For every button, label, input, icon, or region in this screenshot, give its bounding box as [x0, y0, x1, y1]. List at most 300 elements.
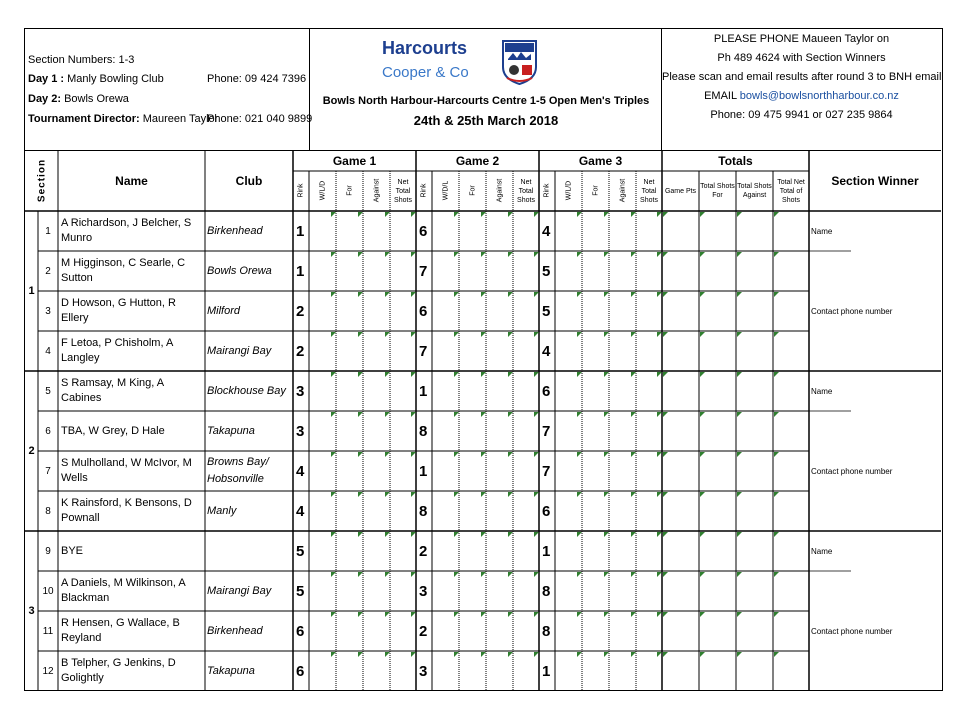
cell-marker-icon [663, 212, 668, 217]
game3-entry-cell[interactable] [555, 291, 582, 331]
totals-entry-cell[interactable] [699, 331, 736, 371]
cell-marker-icon [774, 492, 779, 497]
day2-line [28, 93, 129, 105]
totals-entry-cell[interactable] [736, 411, 773, 451]
game1-entry-cell[interactable] [336, 491, 363, 531]
game2-entry-cell[interactable] [513, 531, 539, 571]
game3-entry-cell[interactable] [555, 651, 582, 691]
game1-entry-cell[interactable] [309, 371, 336, 411]
game2-entry-cell[interactable] [459, 291, 486, 331]
game1-entry-cell[interactable] [390, 571, 416, 611]
game1-entry-cell[interactable] [390, 651, 416, 691]
cell-marker-icon [737, 292, 742, 297]
totals-entry-cell[interactable] [662, 331, 699, 371]
totals-entry-cell[interactable] [699, 451, 736, 491]
totals-entry-cell[interactable] [699, 611, 736, 651]
game1-entry-cell[interactable] [363, 451, 390, 491]
game1-entry-cell[interactable] [309, 651, 336, 691]
game2-entry-cell[interactable] [459, 331, 486, 371]
game2-entry-cell[interactable] [513, 491, 539, 531]
game1-entry-cell[interactable] [336, 371, 363, 411]
game1-entry-cell[interactable] [363, 611, 390, 651]
game3-entry-cell[interactable] [609, 491, 636, 531]
draw-sheet [24, 28, 943, 691]
team-name: B Telpher, G Jenkins, D Golightly [61, 657, 176, 684]
game1-entry-cell[interactable] [336, 451, 363, 491]
totals-entry-cell[interactable] [662, 371, 699, 411]
game3-entry-cell[interactable] [555, 371, 582, 411]
game2-rink: 2 [419, 542, 428, 560]
totals-entry-cell[interactable] [699, 571, 736, 611]
totals-entry-cell[interactable] [736, 571, 773, 611]
team-index: 7 [45, 465, 51, 477]
game1-rink: 5 [296, 542, 305, 560]
tournament-info [25, 29, 313, 151]
totals-entry-cell[interactable] [662, 491, 699, 531]
game2-entry-cell[interactable] [513, 211, 539, 251]
totals-entry-cell[interactable] [773, 291, 809, 331]
totals-entry-cell[interactable] [773, 331, 809, 371]
game3-entry-cell[interactable] [582, 211, 609, 251]
game2-entry-cell[interactable] [486, 291, 513, 331]
harcourts-logo: Harcourts [382, 38, 468, 58]
team-name: F Letoa, P Chisholm, A Langley [61, 337, 173, 364]
game2-entry-cell[interactable] [486, 371, 513, 411]
totals-entry-cell[interactable] [736, 211, 773, 251]
cell-marker-icon [737, 252, 742, 257]
team-index: 3 [45, 305, 51, 317]
game1-entry-cell[interactable] [363, 571, 390, 611]
game2-entry-cell[interactable] [432, 331, 459, 371]
game3-subheader-2 [582, 171, 609, 211]
game1-entry-cell[interactable] [309, 211, 336, 251]
game2-entry-cell[interactable] [459, 451, 486, 491]
game1-rink: 4 [296, 462, 305, 480]
totals-entry-cell[interactable] [773, 211, 809, 251]
cell-marker-icon [663, 572, 668, 577]
game2-rink: 8 [419, 422, 428, 440]
totals-entry-cell[interactable] [773, 611, 809, 651]
game1-entry-cell[interactable] [390, 291, 416, 331]
game3-entry-cell[interactable] [582, 371, 609, 411]
team-club: Mairangi Bay [207, 344, 272, 357]
game2-entry-cell[interactable] [432, 211, 459, 251]
game3-rink: 6 [542, 502, 551, 520]
game2-rink: 7 [419, 342, 428, 360]
cell-marker-icon [774, 572, 779, 577]
cell-marker-icon [774, 292, 779, 297]
event-banner [310, 29, 662, 151]
game2-entry-cell[interactable] [513, 571, 539, 611]
totals-entry-cell[interactable] [773, 451, 809, 491]
section-winner-phone[interactable]: Contact phone number [811, 466, 893, 476]
game2-entry-cell[interactable] [459, 491, 486, 531]
team-name: M Higginson, C Searle, C Sutton [61, 257, 186, 284]
cell-marker-icon [737, 612, 742, 617]
cell-marker-icon [663, 492, 668, 497]
game1-entry-cell[interactable] [336, 411, 363, 451]
team-index: 6 [45, 425, 51, 437]
game3-entry-cell[interactable] [609, 611, 636, 651]
section-number: 1 [28, 285, 35, 297]
harcourts-logo-sub: Cooper & Co [382, 64, 469, 81]
game1-entry-cell[interactable] [363, 211, 390, 251]
game2-entry-cell[interactable] [432, 291, 459, 331]
game3-rink: 4 [542, 342, 551, 360]
game1-entry-cell[interactable] [336, 251, 363, 291]
game3-entry-cell[interactable] [555, 331, 582, 371]
game3-entry-cell[interactable] [636, 651, 662, 691]
section-numbers: Section Numbers: 1-3 [28, 54, 135, 66]
game2-subheader-1 [432, 171, 459, 211]
game1-entry-cell[interactable] [363, 411, 390, 451]
game1-rink: 6 [296, 662, 305, 680]
game1-entry-cell[interactable] [336, 211, 363, 251]
game2-entry-cell[interactable] [513, 611, 539, 651]
totals-entry-cell[interactable] [773, 251, 809, 291]
game2-entry-cell[interactable] [486, 331, 513, 371]
totals-entry-cell[interactable] [699, 411, 736, 451]
game3-rink: 6 [542, 382, 551, 400]
totals-entry-cell[interactable] [773, 491, 809, 531]
game3-rink: 8 [542, 582, 551, 600]
team-index: 2 [45, 265, 51, 277]
cell-marker-icon [774, 372, 779, 377]
totals-entry-cell[interactable] [662, 451, 699, 491]
totals-subheader-2: Total Shots Against [737, 183, 772, 199]
game1-rink: 3 [296, 382, 305, 400]
game1-entry-cell[interactable] [363, 371, 390, 411]
game1-entry-cell[interactable] [363, 291, 390, 331]
cell-marker-icon [700, 532, 705, 537]
totals-entry-cell[interactable] [699, 371, 736, 411]
cell-marker-icon [663, 332, 668, 337]
game2-subheader-label: Rink [420, 183, 428, 198]
cell-marker-icon [737, 212, 742, 217]
game3-entry-cell[interactable] [582, 571, 609, 611]
team-index: 8 [45, 505, 51, 517]
cell-marker-icon [774, 652, 779, 657]
team-index: 9 [45, 545, 51, 557]
game1-subheader-label: Rink [297, 183, 305, 198]
team-name: S Ramsay, M King, A Cabines [61, 377, 164, 404]
totals-entry-cell[interactable] [699, 531, 736, 571]
totals-entry-cell[interactable] [699, 651, 736, 691]
game2-entry-cell[interactable] [432, 611, 459, 651]
totals-subheader-3: Total Net Total of Shots [777, 178, 805, 204]
team-club: Birkenhead [207, 224, 263, 237]
game1-rink: 3 [296, 422, 305, 440]
game2-entry-cell[interactable] [459, 531, 486, 571]
section-winner-phone[interactable]: Contact phone number [811, 306, 893, 316]
game1-entry-cell[interactable] [309, 451, 336, 491]
game1-rink: 5 [296, 582, 305, 600]
cell-marker-icon [700, 612, 705, 617]
totals-entry-cell[interactable] [699, 491, 736, 531]
game3-entry-cell[interactable] [636, 491, 662, 531]
game2-entry-cell[interactable] [513, 411, 539, 451]
game2-entry-cell[interactable] [486, 211, 513, 251]
game1-entry-cell[interactable] [390, 491, 416, 531]
game1-subheader-label: For [346, 185, 353, 196]
team-club: Browns Bay/ Hobsonville [207, 456, 269, 485]
totals-entry-cell[interactable] [736, 251, 773, 291]
game3-entry-cell[interactable] [609, 331, 636, 371]
game3-entry-cell[interactable] [609, 411, 636, 451]
game3-entry-cell[interactable] [582, 291, 609, 331]
game3-entry-cell[interactable] [636, 411, 662, 451]
game3-entry-cell[interactable] [555, 611, 582, 651]
totals-entry-cell[interactable] [736, 371, 773, 411]
game3-entry-cell[interactable] [582, 611, 609, 651]
game3-entry-cell[interactable] [555, 571, 582, 611]
game1-entry-cell[interactable] [309, 531, 336, 571]
cell-marker-icon [737, 372, 742, 377]
game3-entry-cell[interactable] [582, 451, 609, 491]
game3-subheader-0 [539, 171, 555, 211]
cell-marker-icon [700, 332, 705, 337]
section-number: 3 [28, 605, 35, 617]
cell-marker-icon [737, 652, 742, 657]
game1-entry-cell[interactable] [309, 491, 336, 531]
game1-entry-cell[interactable] [390, 211, 416, 251]
game2-header: Game 2 [455, 154, 500, 168]
team-club [205, 531, 293, 571]
game2-entry-cell[interactable] [432, 491, 459, 531]
game1-entry-cell[interactable] [390, 371, 416, 411]
game3-entry-cell[interactable] [582, 331, 609, 371]
totals-entry-cell[interactable] [736, 491, 773, 531]
game2-rink: 7 [419, 262, 428, 280]
game2-entry-cell[interactable] [486, 411, 513, 451]
totals-entry-cell[interactable] [662, 611, 699, 651]
game2-entry-cell[interactable] [459, 571, 486, 611]
game2-entry-cell[interactable] [432, 531, 459, 571]
game3-entry-cell[interactable] [609, 251, 636, 291]
cell-marker-icon [737, 532, 742, 537]
totals-entry-cell[interactable] [662, 211, 699, 251]
game1-rink: 1 [296, 222, 305, 240]
game1-subheader-0 [293, 171, 309, 211]
game2-entry-cell[interactable] [432, 571, 459, 611]
game3-entry-cell[interactable] [609, 211, 636, 251]
game1-header: Game 1 [332, 154, 377, 168]
game2-entry-cell[interactable] [432, 371, 459, 411]
game3-entry-cell[interactable] [582, 531, 609, 571]
cell-marker-icon [774, 532, 779, 537]
game1-entry-cell[interactable] [336, 291, 363, 331]
game1-subheader-label: Against [373, 178, 380, 203]
game2-entry-cell[interactable] [459, 211, 486, 251]
game2-entry-cell[interactable] [513, 451, 539, 491]
totals-entry-cell[interactable] [736, 651, 773, 691]
game2-entry-cell[interactable] [513, 371, 539, 411]
results-table [25, 151, 941, 690]
game3-entry-cell[interactable] [582, 491, 609, 531]
team-index: 1 [45, 225, 51, 237]
cell-marker-icon [700, 292, 705, 297]
game1-entry-cell[interactable] [363, 531, 390, 571]
game1-entry-cell[interactable] [390, 451, 416, 491]
game1-entry-cell[interactable] [363, 651, 390, 691]
totals-entry-cell[interactable] [662, 251, 699, 291]
game2-entry-cell[interactable] [459, 371, 486, 411]
game3-rink: 1 [542, 662, 551, 680]
game2-entry-cell[interactable] [486, 651, 513, 691]
totals-entry-cell[interactable] [773, 411, 809, 451]
game2-entry-cell[interactable] [432, 651, 459, 691]
game2-entry-cell[interactable] [486, 531, 513, 571]
game3-entry-cell[interactable] [609, 451, 636, 491]
game1-entry-cell[interactable] [309, 251, 336, 291]
team-club: Mairangi Bay [207, 584, 272, 597]
game2-entry-cell[interactable] [513, 651, 539, 691]
game3-entry-cell[interactable] [609, 571, 636, 611]
game3-entry-cell[interactable] [582, 411, 609, 451]
game2-entry-cell[interactable] [513, 291, 539, 331]
team-club: Milford [207, 304, 241, 317]
cell-marker-icon [663, 372, 668, 377]
cell-marker-icon [737, 412, 742, 417]
totals-entry-cell[interactable] [699, 211, 736, 251]
totals-entry-cell[interactable] [662, 291, 699, 331]
game3-entry-cell[interactable] [636, 571, 662, 611]
game3-subheader-label: W/L/D [565, 180, 572, 201]
game1-entry-cell[interactable] [363, 491, 390, 531]
totals-entry-cell[interactable] [736, 611, 773, 651]
game3-entry-cell[interactable] [555, 251, 582, 291]
totals-entry-cell[interactable] [773, 651, 809, 691]
game2-entry-cell[interactable] [486, 251, 513, 291]
team-name: S Mulholland, W McIvor, M Wells [61, 457, 192, 484]
game3-rink: 7 [542, 462, 551, 480]
game3-entry-cell[interactable] [636, 531, 662, 571]
game2-entry-cell[interactable] [486, 611, 513, 651]
col-name-header: Name [115, 174, 148, 188]
totals-entry-cell[interactable] [736, 451, 773, 491]
game3-entry-cell[interactable] [636, 291, 662, 331]
game3-entry-cell[interactable] [636, 251, 662, 291]
totals-entry-cell[interactable] [662, 411, 699, 451]
section-winner-name[interactable]: Name [811, 546, 833, 556]
game1-entry-cell[interactable] [390, 531, 416, 571]
director-line [28, 113, 218, 125]
game3-entry-cell[interactable] [636, 611, 662, 651]
game2-rink: 1 [419, 462, 428, 480]
game1-entry-cell[interactable] [309, 331, 336, 371]
team-name: R Hensen, G Wallace, B Reyland [61, 617, 180, 644]
game1-entry-cell[interactable] [309, 411, 336, 451]
totals-entry-cell[interactable] [699, 251, 736, 291]
game2-entry-cell[interactable] [459, 611, 486, 651]
director-label: Tournament Director: [28, 113, 140, 125]
game3-entry-cell[interactable] [555, 491, 582, 531]
game1-entry-cell[interactable] [309, 291, 336, 331]
game3-entry-cell[interactable] [609, 651, 636, 691]
totals-entry-cell[interactable] [773, 571, 809, 611]
email-label: EMAIL [704, 90, 737, 102]
totals-entry-cell[interactable] [736, 531, 773, 571]
game1-entry-cell[interactable] [336, 651, 363, 691]
section-winner-phone[interactable]: Contact phone number [811, 626, 893, 636]
cell-marker-icon [700, 252, 705, 257]
game1-entry-cell[interactable] [363, 331, 390, 371]
game1-entry-cell[interactable] [390, 331, 416, 371]
game2-entry-cell[interactable] [486, 491, 513, 531]
game3-entry-cell[interactable] [609, 291, 636, 331]
game2-entry-cell[interactable] [432, 251, 459, 291]
game1-entry-cell[interactable] [309, 571, 336, 611]
game2-entry-cell[interactable] [432, 411, 459, 451]
contact-email-link[interactable]: bowls@bowlsnorthharbour.co.nz [739, 90, 899, 102]
totals-entry-cell[interactable] [699, 291, 736, 331]
game1-entry-cell[interactable] [336, 331, 363, 371]
game2-subheader-label: For [469, 185, 476, 196]
game1-entry-cell[interactable] [390, 411, 416, 451]
totals-entry-cell[interactable] [736, 291, 773, 331]
game2-entry-cell[interactable] [513, 331, 539, 371]
team-name: K Rainsford, K Bensons, D Pownall [61, 497, 192, 524]
game3-entry-cell[interactable] [555, 531, 582, 571]
game1-entry-cell[interactable] [336, 571, 363, 611]
game1-entry-cell[interactable] [390, 251, 416, 291]
game1-entry-cell[interactable] [336, 611, 363, 651]
game3-rink: 1 [542, 542, 551, 560]
game2-entry-cell[interactable] [432, 451, 459, 491]
game3-entry-cell[interactable] [636, 451, 662, 491]
game3-entry-cell[interactable] [609, 371, 636, 411]
totals-entry-cell[interactable] [736, 331, 773, 371]
game2-entry-cell[interactable] [513, 251, 539, 291]
game3-subheader-1 [555, 171, 582, 211]
game2-entry-cell[interactable] [459, 411, 486, 451]
totals-entry-cell[interactable] [773, 531, 809, 571]
game1-entry-cell[interactable] [309, 611, 336, 651]
section-winner-name[interactable]: Name [811, 386, 833, 396]
cell-marker-icon [700, 372, 705, 377]
section-number: 2 [28, 445, 35, 457]
team-index: 12 [42, 665, 54, 677]
totals-entry-cell[interactable] [662, 571, 699, 611]
totals-entry-cell[interactable] [773, 371, 809, 411]
game3-entry-cell[interactable] [582, 651, 609, 691]
game3-entry-cell[interactable] [555, 411, 582, 451]
totals-entry-cell[interactable] [662, 651, 699, 691]
game3-entry-cell[interactable] [609, 531, 636, 571]
game2-entry-cell[interactable] [459, 651, 486, 691]
game2-subheader-0 [416, 171, 432, 211]
game3-entry-cell[interactable] [636, 371, 662, 411]
day2-label: Day 2: [28, 93, 62, 105]
game2-entry-cell[interactable] [486, 571, 513, 611]
game3-entry-cell[interactable] [582, 251, 609, 291]
totals-entry-cell[interactable] [662, 531, 699, 571]
game3-entry-cell[interactable] [555, 211, 582, 251]
game1-entry-cell[interactable] [363, 251, 390, 291]
team-club: Birkenhead [207, 624, 263, 637]
game1-entry-cell[interactable] [390, 611, 416, 651]
contact-email-line [662, 87, 941, 106]
game1-entry-cell[interactable] [336, 531, 363, 571]
section-winner-name[interactable]: Name [811, 226, 833, 236]
game3-entry-cell[interactable] [555, 451, 582, 491]
game3-entry-cell[interactable] [636, 211, 662, 251]
game2-entry-cell[interactable] [459, 251, 486, 291]
day1-phone: Phone: 09 424 7396 [207, 73, 307, 85]
game2-entry-cell[interactable] [486, 451, 513, 491]
game3-entry-cell[interactable] [636, 331, 662, 371]
day2-venue: Bowls Orewa [64, 93, 129, 105]
